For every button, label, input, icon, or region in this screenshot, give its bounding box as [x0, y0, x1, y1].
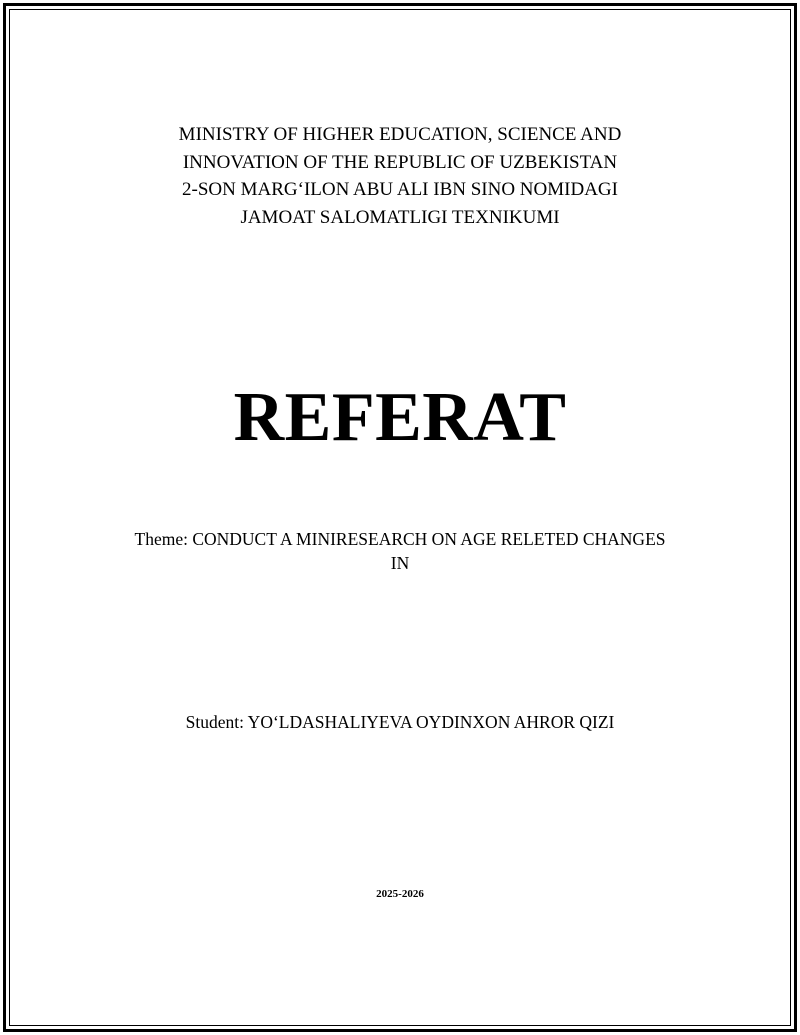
theme-line-2: IN: [390, 553, 410, 573]
theme-block: [0, 527, 800, 575]
header-line-3: 2-SON MARG‘ILON ABU ALI IBN SINO NOMIDAGI: [182, 179, 618, 200]
header-line-4: JAMOAT SALOMATLIGI TEXNIKUMI: [240, 206, 560, 228]
header-line-1: MINISTRY OF HIGHER EDUCATION, SCIENCE AND: [178, 124, 622, 145]
institution-header: [0, 121, 800, 231]
academic-year: 2025-2026: [376, 888, 424, 900]
theme-line-1: Theme: CONDUCT A MINIRESEARCH ON AGE RELETED CHANGES: [134, 529, 666, 549]
document-title: REFERAT: [233, 379, 567, 456]
student-name: Student: YO‘LDASHALIYEVA OYDINXON AHROR QIZI: [185, 712, 615, 732]
header-line-2: INNOVATION OF THE REPUBLIC OF UZBEKISTAN: [182, 151, 618, 173]
